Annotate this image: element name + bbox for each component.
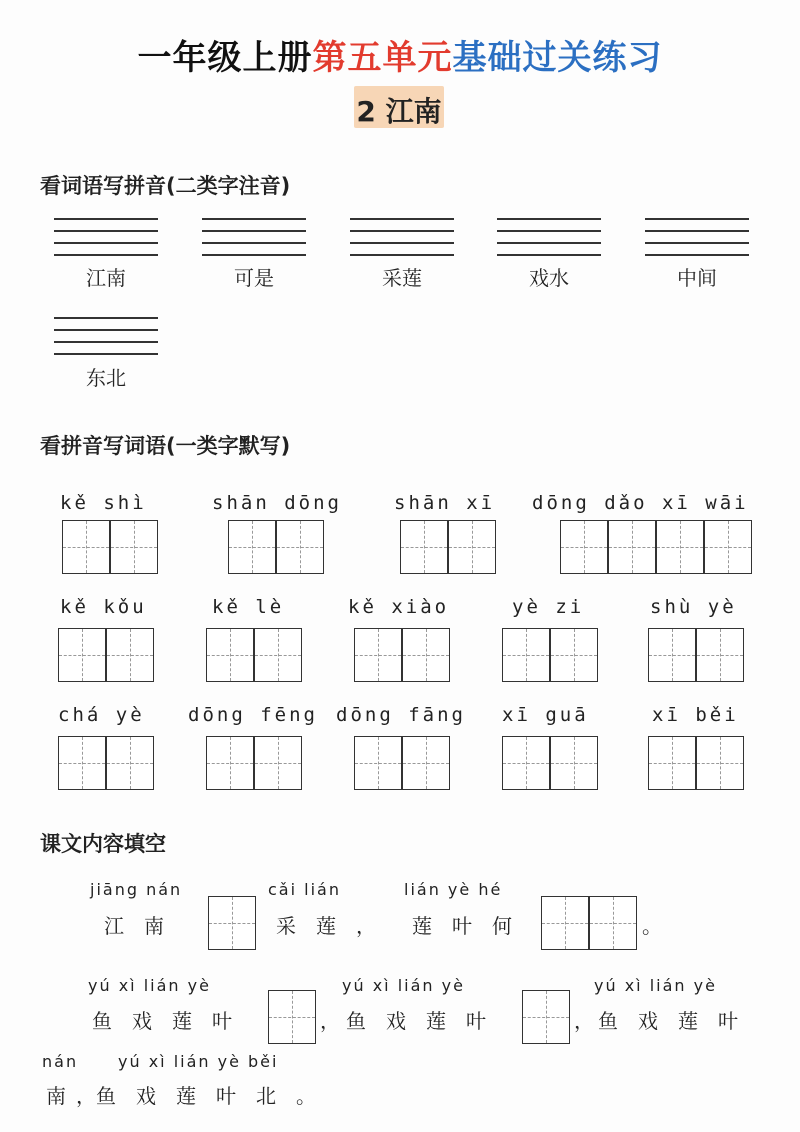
pinyin-yuxilianyebei: yú xì lián yè běi [118, 1052, 279, 1071]
tianzige-box[interactable] [106, 736, 154, 790]
pinyin-prompt: shù yè [650, 596, 737, 618]
vocab-word: 江南 [86, 266, 126, 290]
tianzige-box[interactable] [502, 736, 550, 790]
tianzige-box[interactable] [254, 628, 302, 682]
pinyin-yuxilianye-3: yú xì lián yè [594, 976, 717, 995]
text-jiangnan: 江 南 [104, 914, 164, 938]
pinyin-prompt: kě xiào [348, 596, 450, 618]
text-comma-1: ， [320, 1009, 340, 1033]
pinyin-prompt: yè zi [512, 596, 585, 618]
text-comma-2: ， [574, 1009, 594, 1033]
tianzige-box[interactable] [276, 520, 324, 574]
pinyin-yuxilianye-2: yú xì lián yè [342, 976, 465, 995]
pinyin-prompt: xī běi [652, 704, 739, 726]
vocab-word: 可是 [234, 266, 274, 290]
section-heading-write-pinyin: 看词语写拼音(二类字注音) [40, 174, 291, 198]
section-heading-fill-text: 课文内容填空 [40, 832, 166, 856]
vocab-word: 东北 [86, 366, 126, 390]
fill-box-2a[interactable] [541, 896, 589, 950]
pinyin-writing-lines[interactable] [202, 218, 306, 256]
tianzige-box[interactable] [254, 736, 302, 790]
tianzige-box[interactable] [402, 628, 450, 682]
tianzige-box[interactable] [448, 520, 496, 574]
pinyin-writing-lines[interactable] [350, 218, 454, 256]
tianzige-box[interactable] [648, 628, 696, 682]
pinyin-prompt: dōng dǎo xī wāi [532, 492, 749, 514]
fill-box-2b[interactable] [589, 896, 637, 950]
tianzige-box[interactable] [656, 520, 704, 574]
tianzige-box[interactable] [228, 520, 276, 574]
pinyin-prompt: dōng fāng [336, 704, 466, 726]
title-part-grade: 一年级上册 [137, 38, 313, 78]
tianzige-box[interactable] [58, 628, 106, 682]
pinyin-prompt: chá yè [58, 704, 145, 726]
pinyin-prompt: shān dōng [212, 492, 342, 514]
pinyin-yuxilianye-1: yú xì lián yè [88, 976, 211, 995]
tianzige-box[interactable] [354, 736, 402, 790]
tianzige-box[interactable] [402, 736, 450, 790]
tianzige-box[interactable] [62, 520, 110, 574]
text-lianyehe: 莲 叶 何 [412, 914, 512, 938]
tianzige-box[interactable] [704, 520, 752, 574]
tianzige-box[interactable] [354, 628, 402, 682]
text-yuxilianyebei: ，鱼 戏 莲 叶 北 。 [76, 1084, 316, 1108]
tianzige-box[interactable] [400, 520, 448, 574]
page-title [0, 30, 800, 79]
pinyin-prompt: kě lè [212, 596, 285, 618]
pinyin-writing-lines[interactable] [54, 317, 158, 355]
pinyin-writing-lines[interactable] [497, 218, 601, 256]
tianzige-box[interactable] [648, 736, 696, 790]
text-yuxilianye-1: 鱼 戏 莲 叶 [92, 1009, 232, 1033]
pinyin-lianyehe: lián yè hé [404, 880, 503, 899]
vocab-word: 采莲 [382, 266, 422, 290]
tianzige-box[interactable] [502, 628, 550, 682]
vocab-word: 戏水 [529, 266, 569, 290]
lesson-subtitle: 2 江南 [356, 95, 442, 128]
vocab-word: 中间 [677, 266, 717, 290]
fill-box-4[interactable] [522, 990, 570, 1044]
pinyin-prompt: xī guā [502, 704, 589, 726]
tianzige-box[interactable] [550, 628, 598, 682]
text-yuxilianye-3: 鱼 戏 莲 叶 [598, 1009, 738, 1033]
tianzige-box[interactable] [106, 628, 154, 682]
pinyin-prompt: kě shì [60, 492, 147, 514]
text-yuxilianye-2: 鱼 戏 莲 叶 [346, 1009, 486, 1033]
pinyin-prompt: shān xī [394, 492, 496, 514]
fill-box-3[interactable] [268, 990, 316, 1044]
pinyin-writing-lines[interactable] [54, 218, 158, 256]
tianzige-box[interactable] [560, 520, 608, 574]
text-cailian: 采 莲 ， [276, 914, 376, 938]
pinyin-prompt: kě kǒu [60, 596, 147, 618]
tianzige-box[interactable] [206, 736, 254, 790]
pinyin-jiangnan: jiāng nán [90, 880, 183, 899]
tianzige-box[interactable] [608, 520, 656, 574]
tianzige-box[interactable] [696, 736, 744, 790]
tianzige-box[interactable] [550, 736, 598, 790]
pinyin-prompt: dōng fēng [188, 704, 318, 726]
text-nan: 南 [46, 1084, 66, 1108]
tianzige-box[interactable] [206, 628, 254, 682]
tianzige-box[interactable] [110, 520, 158, 574]
text-period: 。 [642, 914, 662, 938]
title-part-practice: 基础过关练习 [452, 38, 663, 78]
tianzige-box[interactable] [58, 736, 106, 790]
title-part-unit: 第五单元 [312, 38, 453, 78]
section-heading-write-words: 看拼音写词语(一类字默写) [40, 434, 291, 458]
fill-box-1[interactable] [208, 896, 256, 950]
pinyin-nan: nán [42, 1052, 79, 1071]
pinyin-cailian: cǎi lián [268, 880, 341, 899]
pinyin-writing-lines[interactable] [645, 218, 749, 256]
tianzige-box[interactable] [696, 628, 744, 682]
